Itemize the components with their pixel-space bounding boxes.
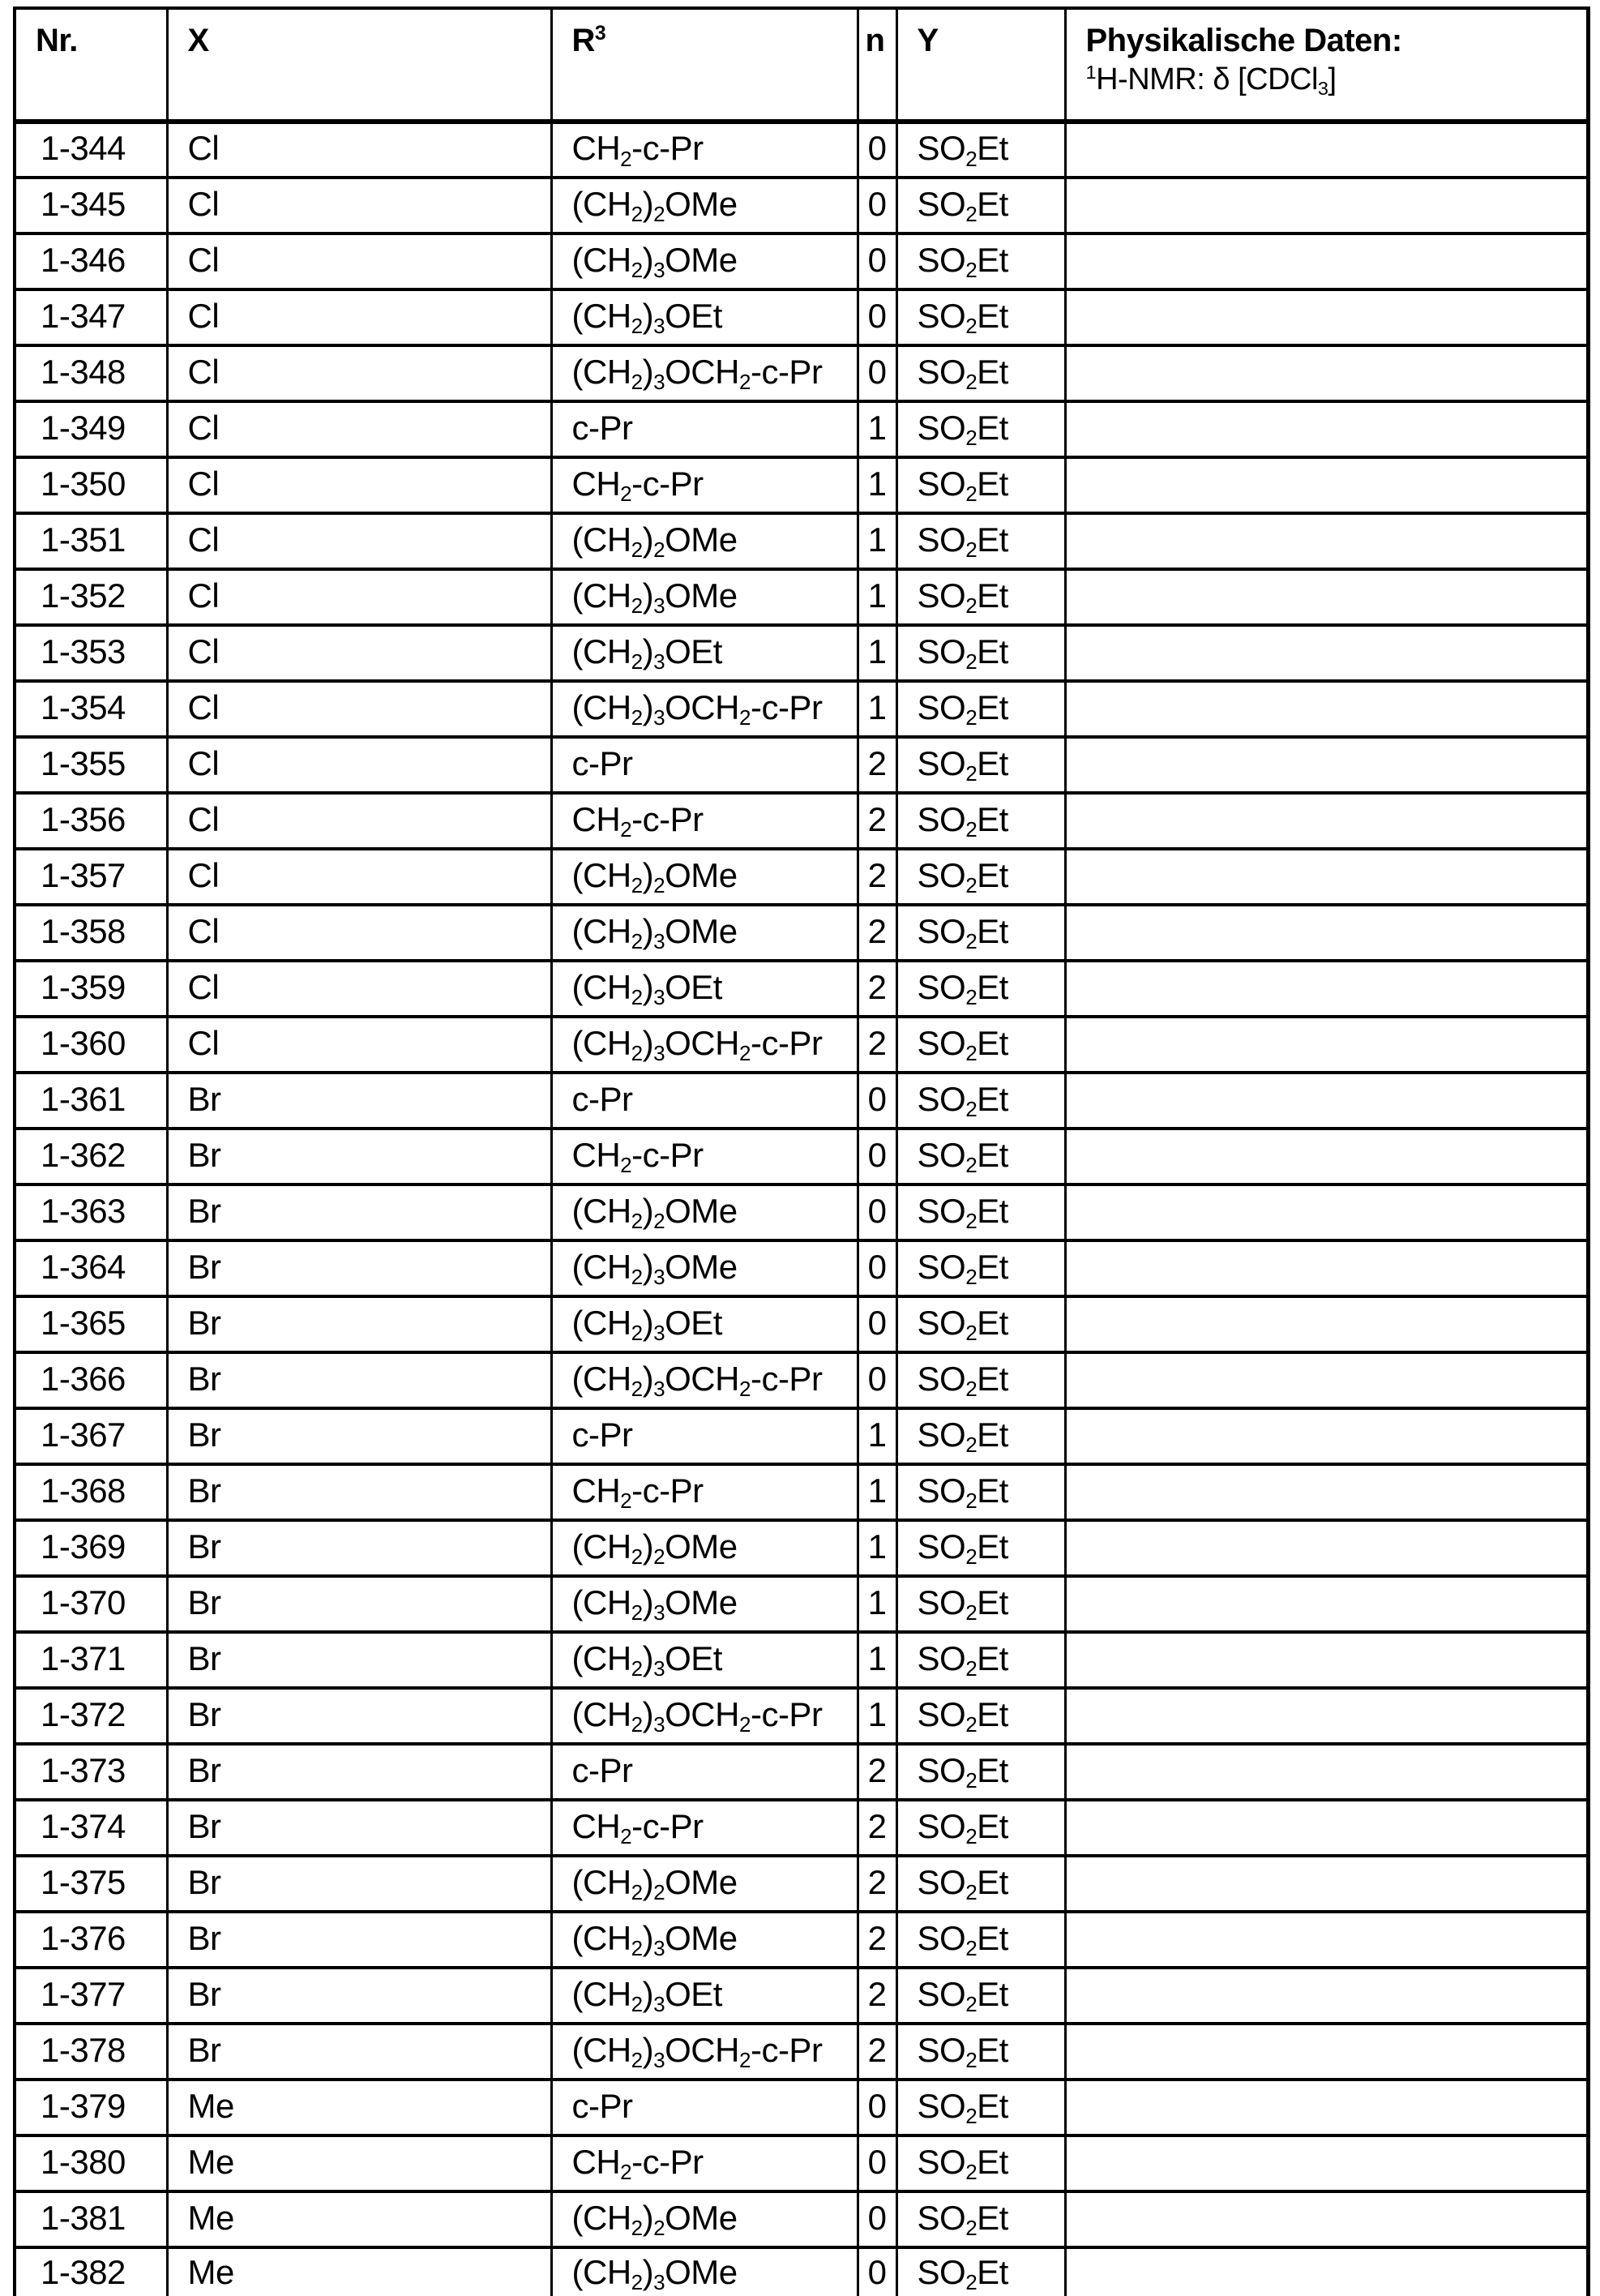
table-row [15, 457, 1589, 513]
cell-nr: 1-381 [15, 2191, 167, 2247]
cell-n: 0 [858, 1184, 896, 1240]
cell-phys [1065, 625, 1589, 681]
cell-nr: 1-352 [15, 569, 167, 625]
cell-r3: $(CH_2)_3OMe$ [551, 905, 858, 961]
cell-phys [1065, 905, 1589, 961]
cell-y: $SO_2Et$ [896, 1968, 1065, 2024]
cell-n: 1 [858, 1464, 896, 1520]
cell-phys [1065, 1800, 1589, 1856]
cell-n: 1 [858, 513, 896, 569]
cell-nr: 1-349 [15, 401, 167, 457]
cell-nr: 1-361 [15, 1073, 167, 1129]
cell-nr: 1-371 [15, 1632, 167, 1688]
cell-nr: 1-369 [15, 1520, 167, 1576]
cell-r3: $CH_2-c-Pr$ [551, 1464, 858, 1520]
table-row [15, 1688, 1589, 1744]
cell-x: Br [167, 1632, 551, 1688]
cell-r3: c-Pr [551, 1744, 858, 1800]
cell-phys [1065, 569, 1589, 625]
cell-phys [1065, 1017, 1589, 1073]
cell-nr: 1-374 [15, 1800, 167, 1856]
table-row [15, 1352, 1589, 1408]
cell-n: 0 [858, 122, 896, 178]
table-row [15, 513, 1589, 569]
cell-phys [1065, 2080, 1589, 2135]
cell-x: Cl [167, 1017, 551, 1073]
cell-n: 1 [858, 457, 896, 513]
cell-y: $SO_2Et$ [896, 1408, 1065, 1464]
cell-x: Br [167, 1800, 551, 1856]
cell-x: Br [167, 1184, 551, 1240]
cell-x: Me [167, 2191, 551, 2247]
cell-y: $SO_2Et$ [896, 1576, 1065, 1632]
table-row [15, 1632, 1589, 1688]
cell-y: $SO_2Et$ [896, 2247, 1065, 2296]
cell-x: Cl [167, 849, 551, 905]
cell-n: 2 [858, 1800, 896, 1856]
cell-r3: $CH_2-c-Pr$ [551, 457, 858, 513]
cell-phys [1065, 1856, 1589, 1912]
cell-n: 2 [858, 961, 896, 1017]
cell-n: 1 [858, 401, 896, 457]
cell-phys [1065, 1296, 1589, 1352]
cell-phys [1065, 2024, 1589, 2080]
cell-phys [1065, 1632, 1589, 1688]
cell-phys [1065, 737, 1589, 793]
cell-phys [1065, 849, 1589, 905]
table-row [15, 2247, 1589, 2296]
cell-r3: $(CH_2)_2OMe$ [551, 513, 858, 569]
cell-nr: 1-347 [15, 289, 167, 345]
cell-y: $SO_2Et$ [896, 401, 1065, 457]
cell-n: 0 [858, 289, 896, 345]
cell-r3: $(CH_2)_3OCH_2-c-Pr$ [551, 681, 858, 737]
cell-r3: $(CH_2)_2OMe$ [551, 1184, 858, 1240]
cell-nr: 1-378 [15, 2024, 167, 2080]
cell-n: 2 [858, 2024, 896, 2080]
cell-y: $SO_2Et$ [896, 1184, 1065, 1240]
cell-phys [1065, 457, 1589, 513]
cell-x: Br [167, 1688, 551, 1744]
cell-r3: $(CH_2)_2OMe$ [551, 1856, 858, 1912]
cell-n: 0 [858, 2247, 896, 2296]
cell-phys [1065, 1408, 1589, 1464]
cell-n: 1 [858, 1408, 896, 1464]
cell-n: 1 [858, 1632, 896, 1688]
cell-y: $SO_2Et$ [896, 737, 1065, 793]
cell-n: 2 [858, 1017, 896, 1073]
cell-phys [1065, 178, 1589, 233]
cell-n: 1 [858, 681, 896, 737]
cell-r3: $CH_2-c-Pr$ [551, 122, 858, 178]
cell-n: 0 [858, 2191, 896, 2247]
cell-n: 1 [858, 625, 896, 681]
table-row [15, 1017, 1589, 1073]
table-row [15, 1856, 1589, 1912]
cell-x: Br [167, 1520, 551, 1576]
cell-y: $SO_2Et$ [896, 1688, 1065, 1744]
table-row [15, 793, 1589, 849]
cell-nr: 1-382 [15, 2247, 167, 2296]
cell-y: $SO_2Et$ [896, 1240, 1065, 1296]
cell-nr: 1-376 [15, 1912, 167, 1968]
table-row [15, 1912, 1589, 1968]
table-row [15, 401, 1589, 457]
table-row [15, 345, 1589, 401]
cell-nr: 1-372 [15, 1688, 167, 1744]
cell-nr: 1-362 [15, 1129, 167, 1184]
cell-nr: 1-359 [15, 961, 167, 1017]
cell-n: 2 [858, 1912, 896, 1968]
cell-phys [1065, 2135, 1589, 2191]
table-row [15, 569, 1589, 625]
cell-nr: 1-360 [15, 1017, 167, 1073]
table-body [15, 122, 1589, 2296]
cell-y: $SO_2Et$ [896, 849, 1065, 905]
cell-n: 0 [858, 1073, 896, 1129]
cell-nr: 1-354 [15, 681, 167, 737]
cell-nr: 1-344 [15, 122, 167, 178]
cell-nr: 1-350 [15, 457, 167, 513]
table-row [15, 1520, 1589, 1576]
cell-phys [1065, 233, 1589, 289]
cell-phys [1065, 1576, 1589, 1632]
cell-nr: 1-356 [15, 793, 167, 849]
cell-y: $SO_2Et$ [896, 569, 1065, 625]
table-row [15, 122, 1589, 178]
table-row [15, 1744, 1589, 1800]
cell-nr: 1-365 [15, 1296, 167, 1352]
cell-n: 2 [858, 905, 896, 961]
column-header-x: X [167, 8, 551, 122]
cell-y: $SO_2Et$ [896, 345, 1065, 401]
cell-y: $SO_2Et$ [896, 681, 1065, 737]
table-row [15, 2135, 1589, 2191]
physical-data-header-title: Physikalische Daten: [1085, 23, 1402, 58]
cell-r3: $CH_2-c-Pr$ [551, 793, 858, 849]
cell-n: 0 [858, 2135, 896, 2191]
cell-r3: $(CH_2)_2OMe$ [551, 849, 858, 905]
table-row [15, 849, 1589, 905]
cell-y: $SO_2Et$ [896, 178, 1065, 233]
cell-phys [1065, 1240, 1589, 1296]
cell-n: 2 [858, 849, 896, 905]
cell-y: $SO_2Et$ [896, 1296, 1065, 1352]
cell-y: $SO_2Et$ [896, 1800, 1065, 1856]
cell-y: $SO_2Et$ [896, 233, 1065, 289]
cell-nr: 1-345 [15, 178, 167, 233]
cell-y: $SO_2Et$ [896, 2191, 1065, 2247]
cell-x: Me [167, 2135, 551, 2191]
cell-y: $SO_2Et$ [896, 2080, 1065, 2135]
cell-phys [1065, 1744, 1589, 1800]
cell-x: Cl [167, 793, 551, 849]
cell-phys [1065, 2247, 1589, 2296]
table-row [15, 2080, 1589, 2135]
column-header-r3: $R^3$ [551, 8, 858, 122]
cell-r3: $(CH_2)_3OCH_2-c-Pr$ [551, 1352, 858, 1408]
cell-phys [1065, 401, 1589, 457]
cell-n: 2 [858, 1744, 896, 1800]
cell-r3: $(CH_2)_2OMe$ [551, 2191, 858, 2247]
table-row [15, 2024, 1589, 2080]
cell-r3: $(CH_2)_2OMe$ [551, 178, 858, 233]
cell-x: Br [167, 1352, 551, 1408]
cell-r3: $(CH_2)_3OEt$ [551, 289, 858, 345]
cell-r3: $(CH_2)_3OEt$ [551, 1632, 858, 1688]
cell-y: $SO_2Et$ [896, 1464, 1065, 1520]
cell-n: 1 [858, 1576, 896, 1632]
table-row [15, 1073, 1589, 1129]
cell-nr: 1-379 [15, 2080, 167, 2135]
cell-phys [1065, 1352, 1589, 1408]
cell-r3: $CH_2-c-Pr$ [551, 1800, 858, 1856]
cell-phys [1065, 681, 1589, 737]
cell-r3: $(CH_2)_2OMe$ [551, 1520, 858, 1576]
cell-n: 0 [858, 345, 896, 401]
cell-y: $SO_2Et$ [896, 1856, 1065, 1912]
cell-phys [1065, 1129, 1589, 1184]
cell-r3: $CH_2-c-Pr$ [551, 2135, 858, 2191]
cell-x: Br [167, 1073, 551, 1129]
cell-n: 0 [858, 1129, 896, 1184]
cell-x: Br [167, 1744, 551, 1800]
cell-nr: 1-375 [15, 1856, 167, 1912]
cell-x: Cl [167, 569, 551, 625]
cell-x: Br [167, 1240, 551, 1296]
cell-n: 0 [858, 1296, 896, 1352]
column-header-nr: Nr. [15, 8, 167, 122]
cell-y: $SO_2Et$ [896, 457, 1065, 513]
table-row [15, 1240, 1589, 1296]
cell-x: Cl [167, 681, 551, 737]
table-row [15, 1408, 1589, 1464]
cell-x: Me [167, 2080, 551, 2135]
cell-y: $SO_2Et$ [896, 2024, 1065, 2080]
cell-y: $SO_2Et$ [896, 2135, 1065, 2191]
table-row [15, 961, 1589, 1017]
cell-r3: $(CH_2)_3OCH_2-c-Pr$ [551, 1688, 858, 1744]
cell-x: Br [167, 1968, 551, 2024]
cell-phys [1065, 289, 1589, 345]
cell-x: Br [167, 1464, 551, 1520]
cell-r3: $(CH_2)_3OEt$ [551, 961, 858, 1017]
cell-n: 2 [858, 1856, 896, 1912]
cell-phys [1065, 1968, 1589, 2024]
cell-n: 0 [858, 178, 896, 233]
cell-y: $SO_2Et$ [896, 289, 1065, 345]
table-row [15, 1800, 1589, 1856]
cell-phys [1065, 1464, 1589, 1520]
cell-phys [1065, 961, 1589, 1017]
cell-nr: 1-373 [15, 1744, 167, 1800]
cell-r3: $(CH_2)_3OMe$ [551, 233, 858, 289]
cell-nr: 1-370 [15, 1576, 167, 1632]
cell-y: $SO_2Et$ [896, 122, 1065, 178]
cell-r3: c-Pr [551, 1408, 858, 1464]
cell-x: Cl [167, 178, 551, 233]
cell-x: Br [167, 1912, 551, 1968]
cell-r3: $(CH_2)_3OCH_2-c-Pr$ [551, 345, 858, 401]
table-row [15, 178, 1589, 233]
cell-nr: 1-363 [15, 1184, 167, 1240]
cell-x: Cl [167, 345, 551, 401]
cell-x: Cl [167, 961, 551, 1017]
cell-x: Cl [167, 289, 551, 345]
table-row [15, 625, 1589, 681]
cell-y: $SO_2Et$ [896, 1912, 1065, 1968]
cell-phys [1065, 1912, 1589, 1968]
cell-x: Br [167, 1856, 551, 1912]
table-row [15, 905, 1589, 961]
cell-phys [1065, 1520, 1589, 1576]
table-row [15, 233, 1589, 289]
table-row [15, 681, 1589, 737]
cell-r3: $(CH_2)_3OMe$ [551, 1912, 858, 1968]
cell-y: $SO_2Et$ [896, 1632, 1065, 1688]
cell-r3: $(CH_2)_3OMe$ [551, 1576, 858, 1632]
cell-r3: $(CH_2)_3OMe$ [551, 569, 858, 625]
cell-nr: 1-357 [15, 849, 167, 905]
cell-nr: 1-367 [15, 1408, 167, 1464]
cell-r3: $(CH_2)_3OEt$ [551, 1296, 858, 1352]
column-header-physical-data [1065, 8, 1589, 122]
column-header-y: Y [896, 8, 1065, 122]
cell-phys [1065, 513, 1589, 569]
cell-r3: c-Pr [551, 401, 858, 457]
cell-x: Cl [167, 513, 551, 569]
table-row [15, 1129, 1589, 1184]
cell-phys [1065, 345, 1589, 401]
cell-y: $SO_2Et$ [896, 1073, 1065, 1129]
cell-r3: $(CH_2)_3OEt$ [551, 625, 858, 681]
cell-y: $SO_2Et$ [896, 1017, 1065, 1073]
table-row [15, 2191, 1589, 2247]
physical-data-header-nmr: $^1$H-NMR: δ [CDCl$_3$] [1085, 61, 1337, 99]
cell-x: Br [167, 2024, 551, 2080]
cell-r3: c-Pr [551, 737, 858, 793]
cell-r3: $(CH_2)_3OMe$ [551, 1240, 858, 1296]
cell-x: Br [167, 1408, 551, 1464]
cell-x: Br [167, 1129, 551, 1184]
cell-r3: $(CH_2)_3OMe$ [551, 2247, 858, 2296]
cell-n: 1 [858, 1688, 896, 1744]
cell-x: Cl [167, 401, 551, 457]
cell-r3: $(CH_2)_3OEt$ [551, 1968, 858, 2024]
cell-n: 2 [858, 1968, 896, 2024]
cell-nr: 1-377 [15, 1968, 167, 2024]
cell-y: $SO_2Et$ [896, 1352, 1065, 1408]
cell-nr: 1-346 [15, 233, 167, 289]
table-row [15, 289, 1589, 345]
cell-n: 1 [858, 1520, 896, 1576]
cell-x: Cl [167, 905, 551, 961]
cell-x: Me [167, 2247, 551, 2296]
cell-n: 2 [858, 737, 896, 793]
cell-n: 0 [858, 1352, 896, 1408]
table-row [15, 1184, 1589, 1240]
cell-x: Cl [167, 457, 551, 513]
cell-nr: 1-355 [15, 737, 167, 793]
cell-y: $SO_2Et$ [896, 1520, 1065, 1576]
cell-r3: $(CH_2)_3OCH_2-c-Pr$ [551, 2024, 858, 2080]
table-row [15, 1576, 1589, 1632]
cell-nr: 1-380 [15, 2135, 167, 2191]
table-row [15, 1464, 1589, 1520]
cell-phys [1065, 1073, 1589, 1129]
cell-x: Cl [167, 122, 551, 178]
cell-nr: 1-353 [15, 625, 167, 681]
cell-phys [1065, 1688, 1589, 1744]
column-header-n: n [858, 8, 896, 122]
cell-nr: 1-364 [15, 1240, 167, 1296]
cell-x: Br [167, 1296, 551, 1352]
cell-phys [1065, 122, 1589, 178]
cell-y: $SO_2Et$ [896, 793, 1065, 849]
cell-nr: 1-366 [15, 1352, 167, 1408]
cell-phys [1065, 2191, 1589, 2247]
cell-r3: c-Pr [551, 2080, 858, 2135]
cell-y: $SO_2Et$ [896, 1744, 1065, 1800]
cell-n: 0 [858, 2080, 896, 2135]
cell-phys [1065, 793, 1589, 849]
cell-r3: $CH_2-c-Pr$ [551, 1129, 858, 1184]
cell-n: 1 [858, 569, 896, 625]
cell-x: Cl [167, 625, 551, 681]
cell-nr: 1-368 [15, 1464, 167, 1520]
table-row [15, 1296, 1589, 1352]
cell-y: $SO_2Et$ [896, 905, 1065, 961]
cell-y: $SO_2Et$ [896, 513, 1065, 569]
cell-nr: 1-358 [15, 905, 167, 961]
cell-n: 2 [858, 793, 896, 849]
cell-nr: 1-348 [15, 345, 167, 401]
cell-r3: c-Pr [551, 1073, 858, 1129]
cell-y: $SO_2Et$ [896, 1129, 1065, 1184]
compound-table [13, 6, 1590, 2296]
table-row [15, 737, 1589, 793]
cell-x: Br [167, 1576, 551, 1632]
cell-r3: $(CH_2)_3OCH_2-c-Pr$ [551, 1017, 858, 1073]
cell-x: Cl [167, 737, 551, 793]
header-row [15, 8, 1589, 122]
table-header [15, 8, 1589, 122]
cell-y: $SO_2Et$ [896, 961, 1065, 1017]
cell-x: Cl [167, 233, 551, 289]
cell-n: 0 [858, 1240, 896, 1296]
cell-phys [1065, 1184, 1589, 1240]
table-row [15, 1968, 1589, 2024]
cell-y: $SO_2Et$ [896, 625, 1065, 681]
cell-n: 0 [858, 233, 896, 289]
cell-nr: 1-351 [15, 513, 167, 569]
